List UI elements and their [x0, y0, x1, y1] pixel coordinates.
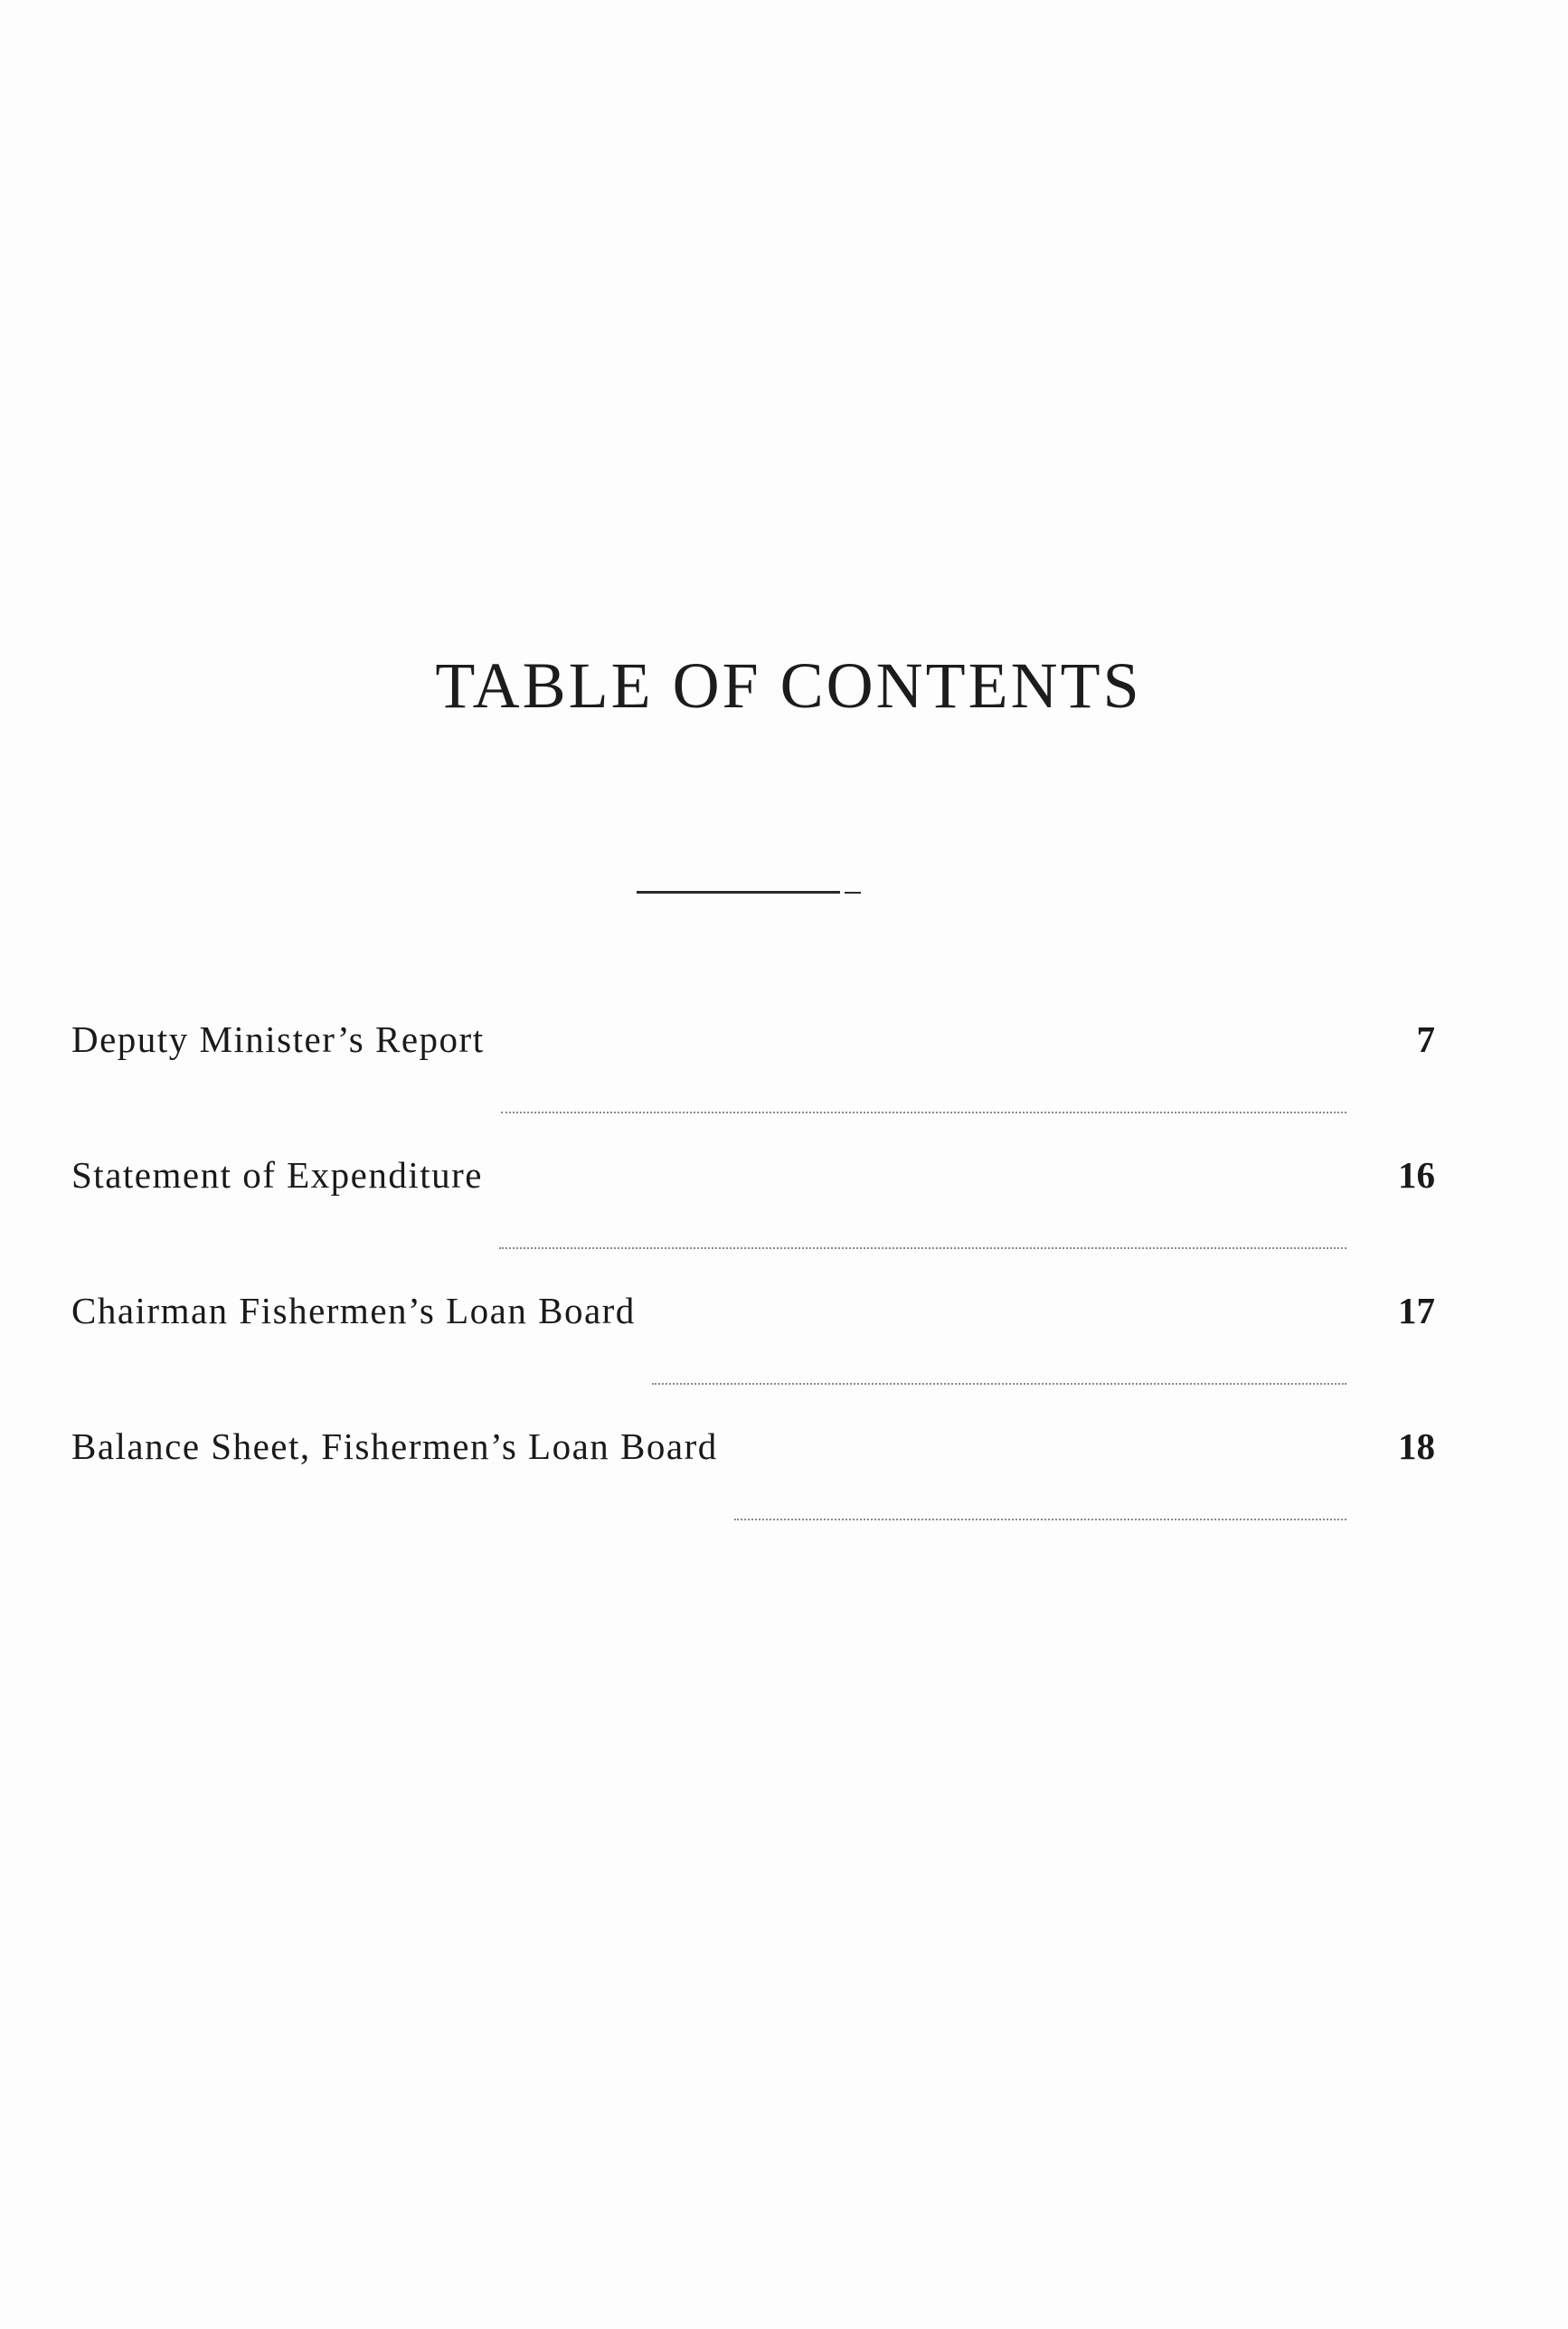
toc-entry-label: Statement of Expenditure: [71, 1154, 483, 1196]
toc-entry-page: 18: [1398, 1425, 1435, 1467]
title-divider-tail: [845, 892, 861, 894]
dot-leader: [501, 1111, 1346, 1113]
toc-entry-label: Deputy Minister’s Report: [71, 1018, 485, 1060]
dot-leader: [499, 1246, 1346, 1249]
toc-entry-page: 17: [1398, 1290, 1435, 1331]
page-title: TABLE OF CONTENTS: [435, 649, 1142, 722]
toc-entry-label: Chairman Fishermen’s Loan Board: [71, 1290, 636, 1331]
toc-entry-page: 7: [1416, 1018, 1435, 1060]
toc-entry-label: Balance Sheet, Fishermen’s Loan Board: [71, 1425, 718, 1467]
toc-entry: [71, 1425, 1435, 1560]
toc-entry: [71, 1018, 1435, 1153]
toc-entry: [71, 1289, 1435, 1425]
dot-leader: [734, 1518, 1346, 1520]
toc-entry-page: 16: [1398, 1154, 1435, 1196]
table-of-contents: [71, 1018, 1435, 1560]
toc-entry: [71, 1153, 1435, 1289]
dot-leader: [652, 1382, 1346, 1385]
title-divider: [637, 891, 840, 894]
